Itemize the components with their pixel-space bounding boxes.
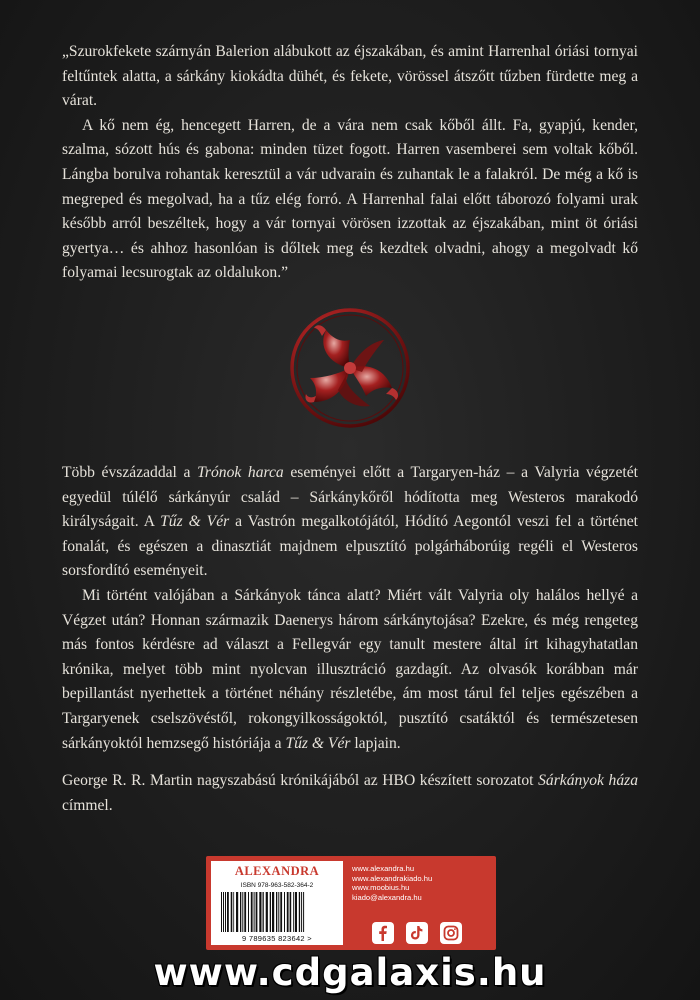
isbn-label: ISBN 978-963-582-364-2 (240, 882, 314, 889)
watermark-url: www.cdgalaxis.hu (153, 951, 547, 994)
barcode-bar (240, 892, 241, 932)
text-run: Több évszázaddal a (62, 464, 198, 481)
title-reference-fire-and-blood: Tűz & Vér (160, 513, 230, 531)
website-link[interactable]: www.moobius.hu (352, 883, 410, 893)
barcode-bar (284, 892, 285, 932)
barcode-bar (299, 892, 300, 932)
barcode-bar (256, 892, 258, 932)
barcode-bar (225, 892, 226, 932)
barcode-bar (278, 892, 279, 932)
barcode-bar (227, 892, 229, 932)
tiktok-icon[interactable] (406, 922, 428, 944)
publisher-barcode-box (206, 856, 496, 950)
barcode-bar (280, 892, 282, 932)
publisher-contacts (352, 864, 492, 902)
barcode-bar (303, 892, 304, 932)
barcode-bar (293, 892, 294, 932)
barcode-bar (287, 892, 289, 932)
barcode-bar (242, 892, 243, 932)
barcode-bar (290, 892, 292, 932)
hbo-note-paragraph (62, 769, 638, 818)
social-icons (372, 922, 482, 944)
text-run: lapjain. (350, 734, 401, 752)
barcode (221, 892, 333, 932)
description-paragraph-2 (62, 584, 638, 756)
barcode-number: 9 789635 823642 (242, 934, 305, 943)
barcode-digits (211, 934, 343, 943)
barcode-bar (244, 892, 246, 932)
website-link[interactable]: www.alexandra.hu (352, 864, 415, 873)
barcode-bar (251, 892, 253, 932)
description-paragraph-1 (62, 461, 638, 584)
email-link[interactable]: kiado@alexandra.hu (352, 892, 422, 902)
text-run: címmel. (62, 796, 113, 814)
text-run: eseményei előtt a Targaryen-ház – a Valyria végzetét egyedül túlélő sárkányúr család – Sárkánykőről hódította meg Westeros marakodó királyságait. A (62, 464, 638, 531)
description-section (62, 461, 638, 756)
quote-paragraph-2: A kő nem ég, hencegett Harren, de a vára nem csak kőből állt. Fa, gyapjú, kender, szalma, sózott hús és gabona: minden tüzet fogott. Harren vasemberei sem voltak kőből. Lángba borulva rohantak keresztül a vár udvarain és zuhantak le a falakról. De még a kő is megreped és megolvad, ha a tűz elég forró. A Harrenhal falai előtt táborozó folyami urak később arról beszéltek, hogy a vár tornyai vörösen izzottak az éjszakában, mint öt óriási gyertya… és ahhoz hasonlóan is dőltek meg és kezdtek olvadni, ahogy a megolvadt kő folyamai lecsurogtak az oldalukon.” (62, 116, 638, 282)
website-link[interactable]: www.alexandrakiado.hu (352, 873, 433, 883)
barcode-bar (231, 892, 233, 932)
barcode-bar (266, 892, 268, 932)
barcode-bar (254, 892, 255, 932)
barcode-bar (248, 892, 249, 932)
text-run: George R. R. Martin nagyszabású krónikájából az HBO készített sorozatot (62, 772, 539, 789)
barcode-arrow: > (307, 934, 312, 943)
barcode-bar (259, 892, 261, 932)
title-reference-game-of-thrones: Trónok harca (197, 464, 284, 481)
barcode-bar (233, 892, 234, 932)
instagram-icon[interactable] (440, 922, 462, 944)
barcode-bar (263, 892, 264, 932)
barcode-panel (211, 861, 343, 945)
barcode-bar (270, 892, 271, 932)
facebook-icon[interactable] (372, 922, 394, 944)
publisher-logo: ALEXANDRA (234, 864, 320, 878)
barcode-bar (301, 892, 302, 932)
title-reference-fire-and-blood: Tűz & Vér (285, 734, 351, 752)
quote-paragraph-1: „Szurokfekete szárnyán Balerion alábukott az éjszakában, és amint Harrenhal óriási tornyai feltűntek alatta, a sárkány kiokádta dühét, és fekete, vörössel átszőtt tűzben fürdette meg a várat. (62, 43, 638, 110)
barcode-bar (295, 892, 297, 932)
text-run: Mi történt valójában a Sárkányok tánca alatt? Miért vált Valyria oly halálos hellyé a Végzet után? Honnan származik Daenerys három sárkánytojása? Ezekre, és még rengeteg más fontos kérdésre ad választ a Fellegvár egy tanult mestere által írt kihagyhatatlan krónika, melyet több mint nyolcvan illusztráció gazdagít. Az olvasók korábban már bepillantást nyerhettek a történet néhány részletébe, ám most tárul fel teljes egészében a Targaryenek cselszövéstől, rokongyilkosságoktól, pusztító csatáktól és természetesen sárkányoktól hemzsegő históriája a (62, 586, 638, 752)
barcode-bar (223, 892, 224, 932)
targaryen-dragon-sigil (288, 306, 412, 430)
barcode-bar (236, 892, 238, 932)
title-reference-house-of-the-dragon: Sárkányok háza (538, 772, 638, 789)
barcode-bar (272, 892, 274, 932)
text-run: a Vastrón megalkotójától, Hódító Aegontól veszi fel a történet fonalát, és egészen a dinasztiát majdnem elpusztító polgárháborúig regéli el Westeros sorsfordító eseményeit. (62, 513, 638, 580)
barcode-bar (221, 892, 222, 932)
quote-section (62, 40, 638, 286)
hbo-series-note (62, 769, 638, 818)
barcode-bar (276, 892, 277, 932)
